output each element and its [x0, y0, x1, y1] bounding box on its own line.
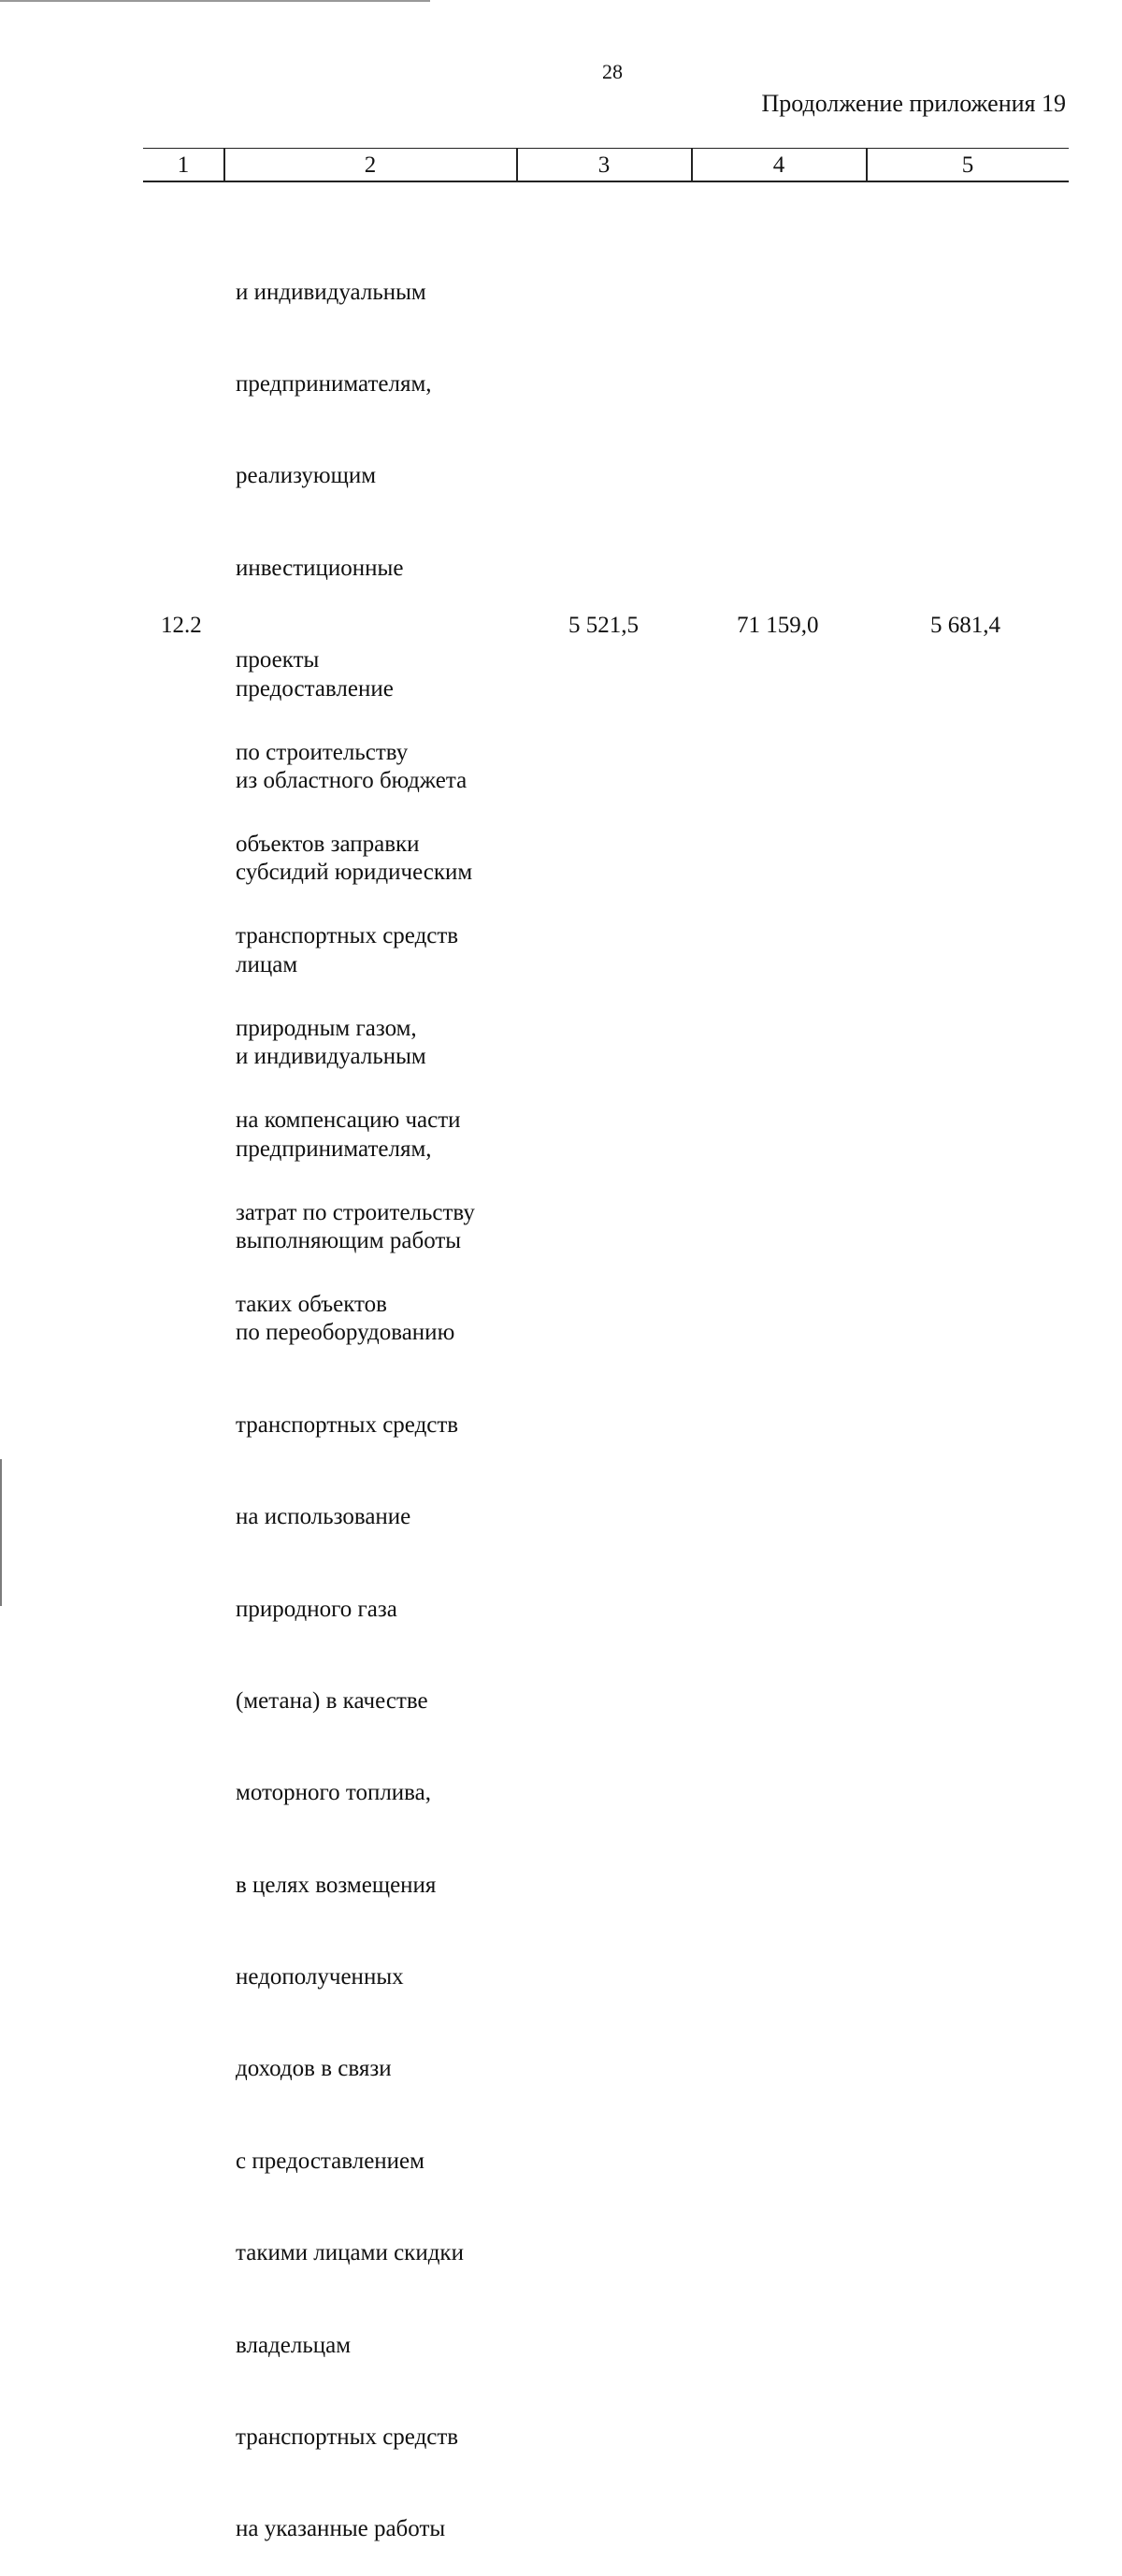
description-line: предпринимателям, — [236, 370, 432, 397]
description-line: инвестиционные — [236, 555, 404, 581]
description-line: такими лицами скидки — [236, 2240, 464, 2266]
description-line: с предоставлением — [236, 2148, 424, 2174]
description-line: на компенсацию части — [236, 1107, 461, 1134]
value-col3: 5 521,5 — [568, 613, 639, 638]
description-line: из областного бюджета — [236, 767, 468, 793]
description-line: моторного топлива, — [236, 1780, 431, 1806]
column-header-1: 1 — [177, 152, 190, 178]
description-line: проекты — [236, 647, 320, 673]
description-line: транспортных средств — [236, 2424, 459, 2451]
column-header-3: 3 — [597, 152, 611, 178]
row-description — [236, 613, 472, 2576]
description-line: выполняющим работы — [236, 1227, 462, 1253]
description-line: и индивидуальным — [236, 279, 426, 305]
description-line: природного газа — [236, 1596, 397, 1622]
description-line: владельцам — [236, 2332, 352, 2358]
description-line: (метана) в качестве — [236, 1687, 428, 1714]
description-line: объектов заправки — [236, 831, 420, 857]
description-line: транспортных средств — [236, 1411, 459, 1438]
description-line: по переоборудованию — [236, 1320, 455, 1346]
description-line: реализующим — [236, 463, 377, 489]
description-line: недополученных — [236, 1964, 404, 1990]
value-col4: 71 159,0 — [737, 613, 819, 638]
value-col5: 5 681,4 — [930, 613, 1000, 638]
scan-edge-left — [0, 1459, 2, 1606]
description-line: предоставление — [236, 675, 394, 702]
column-header-4: 4 — [772, 152, 785, 178]
description-line: субсидий юридическим — [236, 860, 473, 886]
description-line: по строительству — [236, 739, 409, 765]
column-header-2: 2 — [364, 152, 377, 178]
description-line: транспортных средств — [236, 923, 459, 949]
description-line: на указанные работы — [236, 2516, 446, 2542]
column-header-5: 5 — [961, 152, 974, 178]
description-line: предпринимателям, — [236, 1136, 432, 1162]
description-line: доходов в связи — [236, 2056, 392, 2082]
table-header — [143, 148, 1069, 182]
description-line: таких объектов — [236, 1291, 387, 1317]
description-line: и индивидуальным — [236, 1044, 426, 1070]
page-number: 28 — [602, 60, 623, 83]
description-line: затрат по строительству — [236, 1199, 475, 1225]
description-line: на использование — [236, 1504, 411, 1530]
scan-edge-top — [0, 0, 430, 2]
continuation-label: Продолжение приложения 19 — [761, 90, 1066, 117]
row-number: 12.2 — [161, 613, 202, 638]
description-line: лицам — [236, 951, 298, 977]
description-line: природным газом, — [236, 1015, 417, 1041]
description-line: в целях возмещения — [236, 1872, 437, 1898]
